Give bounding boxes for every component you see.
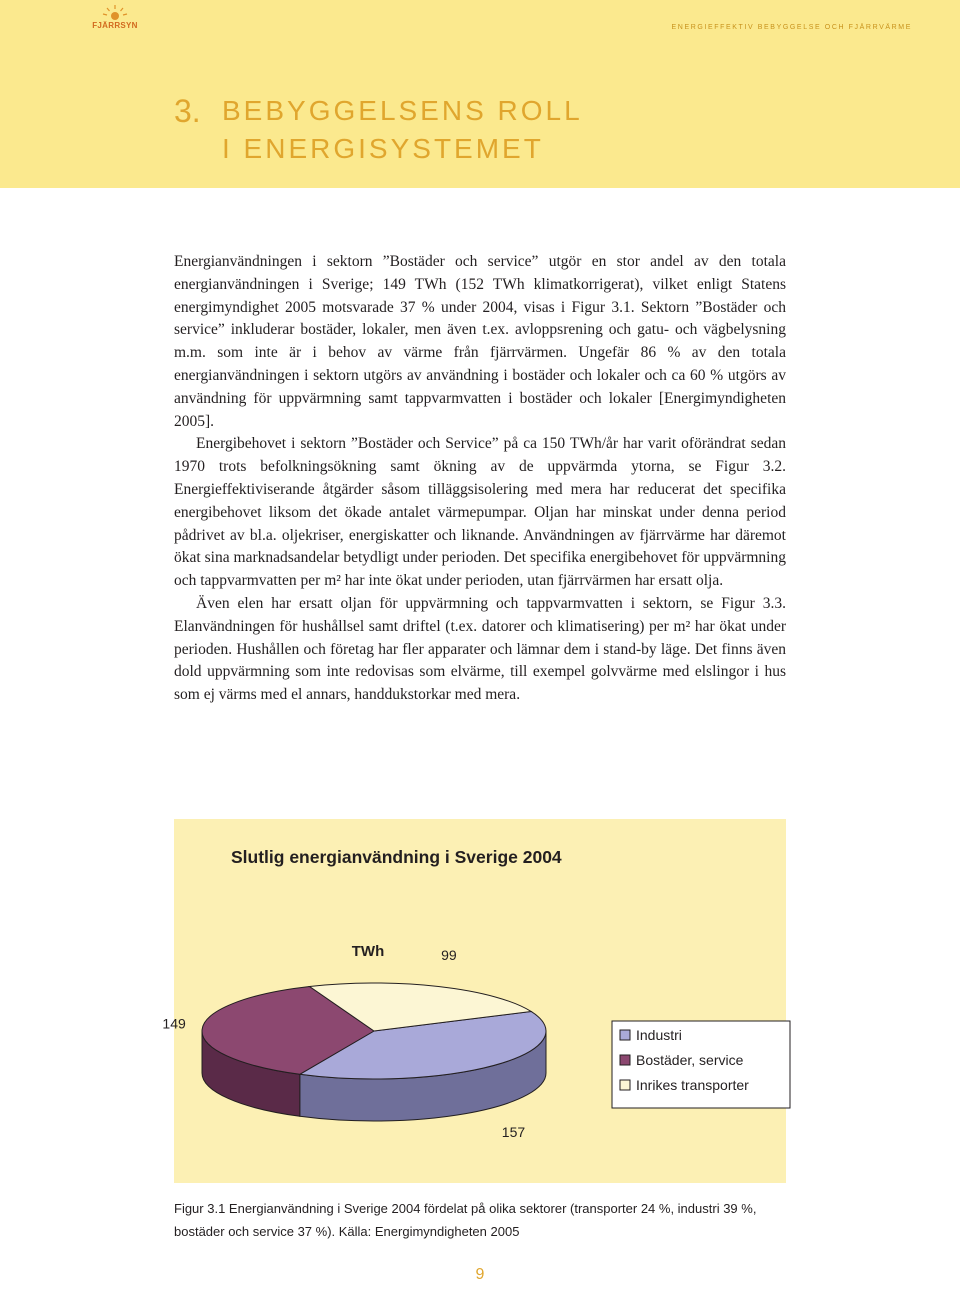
legend-label-1: Bostäder, service <box>636 1052 744 1068</box>
logo-text: FJÄRRSYN <box>92 21 138 30</box>
legend-swatch-0 <box>620 1030 630 1040</box>
chapter-number: 3. <box>174 93 201 129</box>
paragraph: Energibehovet i sektorn ”Bostäder och Service” på ca 150 TWh/år har varit oförändrat sedan 1970 trots befolkningsökning samt ökning av de uppvärmda ytorna, se Figur 3.2. Energieffektiviserande åtgärder såsom tilläggsisolering med mera har reducerat det specifika energibehovet liksom det ökade antalet värmepumpar. Oljan har minskat under denna period pådrivet av bl.a. oljekriser, energiskatter och liknande. Användningen av fjärrvärme har däremot ökat sina marknadsandelar betydligt under perioden. Det specifika energibehovet för uppvärmning och tappvarmvatten per m² har inte ökat under perioden, utan fjärrvärmen har ersatt olja. <box>174 435 786 590</box>
body-text <box>174 251 786 707</box>
legend-label-0: Industri <box>636 1027 682 1043</box>
legend-label-2: Inrikes transporter <box>636 1077 749 1093</box>
chapter-title <box>174 92 583 168</box>
legend-swatch-2 <box>620 1080 630 1090</box>
page-number: 9 <box>475 1266 485 1283</box>
sun-icon <box>88 4 142 22</box>
paragraph: Även elen har ersatt oljan för uppvärmning och tappvarmvatten i sektorn, se Figur 3.3. Elanvändningen för hushållsel samt driftel (t.ex. datorer och klimatisering) per m² har ökat under perioden. Hushållen och företag har fler apparater och lämnar dem i stand-by läge. Det finns även dold uppvärmning som inte redovisas som elvärme, till exempel golvvärme med elslingor i hus som ej värms med el annars, handdukstorkar med mera. <box>174 594 786 704</box>
chapter-title-line1: BEBYGGELSENS ROLL <box>222 95 583 126</box>
running-head: ENERGIEFFEKTIV BEBYGGELSE OCH FJÄRRVÄRME <box>671 24 912 31</box>
header-banner <box>0 0 960 188</box>
chapter-title-line2: I ENERGISYSTEMET <box>222 133 544 164</box>
pie-value-label-0: 157 <box>501 1124 526 1141</box>
figure-caption: Figur 3.1 Energianvändning i Sverige 2004 fördelat på olika sektorer (transporter 24 %, industri 39 %, bostäder och service 37 %). Källa: Energimyndigheten 2005 <box>174 1201 757 1239</box>
pie-value-label-2: 99 <box>441 947 457 964</box>
legend-swatch-1 <box>620 1055 630 1065</box>
paragraph: Energianvändningen i sektorn ”Bostäder och service” utgör en stor andel av den totala energianvändningen i Sverige; 149 TWh (152 TWh klimatkorrigerat), vilket enligt Statens energimyndighet 2005 motsvarade 37 % under 2004, visas i Figur 3.1. Sektorn ”Bostäder och service” inkluderar bostäder, lokaler, men även t.ex. avloppsrening och gatu- och vägbelysning m.m. som inte är i behov av värme från fjärrvärmen. Ungefär 86 % av den totala energianvändningen i sektorn utgörs av användning i bostäder och lokaler och ca 60 % utgörs av användning för uppvärmning samt tappvarmvatten i bostäder och lokaler [Energimyndigheten 2005]. <box>174 253 786 430</box>
figure-box <box>162 819 786 1183</box>
pie-chart <box>162 819 786 1183</box>
fjarrsyn-logo <box>88 4 142 38</box>
chart-title: Slutlig energianvändning i Sverige 2004 <box>231 847 562 867</box>
pie-value-label-1: 149 <box>162 1015 186 1032</box>
unit-label: TWh <box>351 943 385 960</box>
